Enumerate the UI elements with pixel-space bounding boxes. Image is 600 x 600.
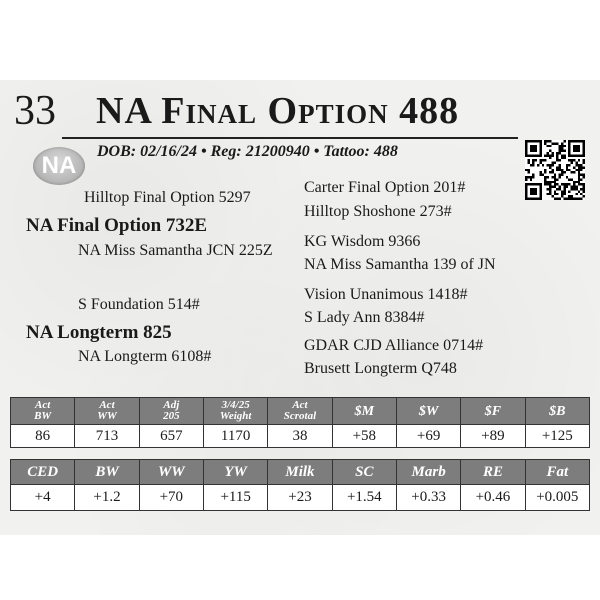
- epd-header: RE: [461, 460, 525, 485]
- epd-header-row: [11, 460, 590, 485]
- actuals-header: Act WW: [75, 398, 139, 425]
- epd-header: BW: [75, 460, 139, 485]
- actuals-value: 86: [11, 425, 75, 448]
- epd-value: +70: [139, 485, 203, 511]
- actuals-header: Act Scrotal: [268, 398, 332, 425]
- dam-dam-dam: Brusett Longterm Q748: [304, 360, 457, 377]
- title-divider: [62, 137, 518, 139]
- dam: NA Longterm 825: [26, 322, 172, 343]
- epd-header: CED: [11, 460, 75, 485]
- epd-header: Marb: [396, 460, 460, 485]
- sire-dam-sire: KG Wisdom 9366: [304, 233, 421, 250]
- actuals-value: +125: [525, 425, 589, 448]
- registration-info: DOB: 02/16/24 • Reg: 21200940 • Tattoo: 488: [97, 143, 398, 160]
- epd-value: +0.33: [396, 485, 460, 511]
- actuals-value: +58: [332, 425, 396, 448]
- actuals-value: 657: [139, 425, 203, 448]
- epd-header: WW: [139, 460, 203, 485]
- actuals-value: 713: [75, 425, 139, 448]
- actuals-header: $W: [396, 398, 460, 425]
- actuals-value: 1170: [203, 425, 267, 448]
- actuals-value: +69: [396, 425, 460, 448]
- actuals-header: $F: [461, 398, 525, 425]
- breeder-logo: NA: [33, 147, 85, 185]
- epd-value: +1.54: [332, 485, 396, 511]
- dam-sire-dam: S Lady Ann 8384#: [304, 309, 425, 326]
- epd-value: +4: [11, 485, 75, 511]
- epd-header: YW: [203, 460, 267, 485]
- epd-header: SC: [332, 460, 396, 485]
- sire-sire: Hilltop Final Option 5297: [84, 189, 251, 206]
- dam-sire: S Foundation 514#: [78, 296, 200, 313]
- epd-header: Fat: [525, 460, 589, 485]
- epd-table: [10, 459, 590, 511]
- sire: NA Final Option 732E: [26, 215, 208, 236]
- epd-value: +1.2: [75, 485, 139, 511]
- animal-name: NA Final Option 488: [96, 90, 460, 132]
- sire-sire-sire: Carter Final Option 201#: [304, 179, 466, 196]
- epd-value: +0.005: [525, 485, 589, 511]
- actuals-value-row: [11, 425, 590, 448]
- actuals-value: +89: [461, 425, 525, 448]
- epd-value: +115: [203, 485, 267, 511]
- actuals-header: Act BW: [11, 398, 75, 425]
- actuals-header: $B: [525, 398, 589, 425]
- actuals-value: 38: [268, 425, 332, 448]
- sire-dam-dam: NA Miss Samantha 139 of JN: [304, 256, 496, 273]
- epd-value-row: [11, 485, 590, 511]
- epd-value: +0.46: [461, 485, 525, 511]
- qr-code-icon[interactable]: [525, 140, 585, 200]
- dam-dam-sire: GDAR CJD Alliance 0714#: [304, 337, 484, 354]
- dam-sire-sire: Vision Unanimous 1418#: [304, 286, 468, 303]
- actuals-header: Adj 205: [139, 398, 203, 425]
- dam-dam: NA Longterm 6108#: [78, 348, 212, 365]
- epd-value: +23: [268, 485, 332, 511]
- actuals-header-row: [11, 398, 590, 425]
- actuals-header: 3/4/25 Weight: [203, 398, 267, 425]
- sire-sire-dam: Hilltop Shoshone 273#: [304, 203, 452, 220]
- actuals-table: [10, 397, 590, 448]
- lot-number: 33: [14, 88, 56, 134]
- sire-dam: NA Miss Samantha JCN 225Z: [78, 242, 273, 259]
- actuals-header: $M: [332, 398, 396, 425]
- epd-header: Milk: [268, 460, 332, 485]
